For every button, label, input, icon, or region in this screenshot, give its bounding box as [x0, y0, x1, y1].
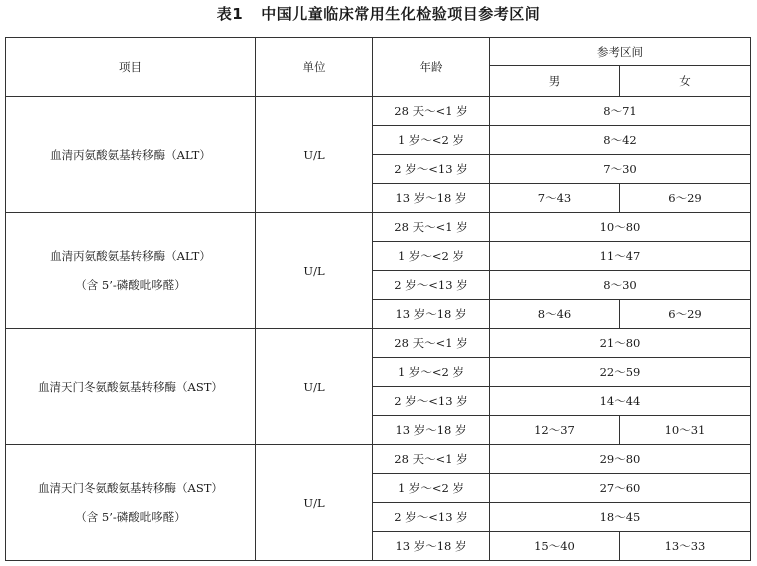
reference-value-cell: 29～80: [490, 445, 751, 474]
female-value-cell: 13～33: [620, 532, 751, 561]
item-cell: [6, 97, 256, 213]
reference-value-cell: 11～47: [490, 242, 751, 271]
item-name-line: 血清天门冬氨酸氨基转移酶（AST）: [38, 379, 223, 394]
age-cell: 13 岁～18 岁: [373, 532, 490, 561]
age-cell: 28 天～<1 岁: [373, 213, 490, 242]
item-name-line: 血清丙氨酸氨基转移酶（ALT）: [50, 248, 211, 263]
age-cell: 13 岁～18 岁: [373, 300, 490, 329]
male-value-cell: 15～40: [490, 532, 620, 561]
reference-value-cell: 10～80: [490, 213, 751, 242]
reference-value-cell: 8～30: [490, 271, 751, 300]
female-value-cell: 10～31: [620, 416, 751, 445]
unit-cell: U/L: [256, 97, 373, 213]
table-title-text: 中国儿童临床常用生化检验项目参考区间: [261, 5, 541, 23]
age-cell: 2 岁～<13 岁: [373, 155, 490, 184]
item-cell: [6, 213, 256, 329]
female-value-cell: 6～29: [620, 184, 751, 213]
male-value-cell: 7～43: [490, 184, 620, 213]
reference-interval-table: [5, 37, 751, 561]
age-cell: 13 岁～18 岁: [373, 184, 490, 213]
table-row: [6, 445, 751, 474]
age-cell: 28 天～<1 岁: [373, 329, 490, 358]
item-name-line: 血清天门冬氨酸氨基转移酶（AST）: [38, 480, 223, 495]
age-cell: 1 岁～<2 岁: [373, 474, 490, 503]
male-value-cell: 12～37: [490, 416, 620, 445]
reference-value-cell: 8～71: [490, 97, 751, 126]
table-title: [0, 3, 757, 24]
age-cell: 1 岁～<2 岁: [373, 242, 490, 271]
unit-cell: U/L: [256, 329, 373, 445]
header-female: 女: [620, 66, 751, 97]
unit-cell: U/L: [256, 445, 373, 561]
item-name-line: （含 5’-磷酸吡哆醛）: [75, 509, 186, 524]
table-number: 表1: [216, 5, 244, 23]
reference-value-cell: 18～45: [490, 503, 751, 532]
age-cell: 1 岁～<2 岁: [373, 126, 490, 155]
age-cell: 28 天～<1 岁: [373, 445, 490, 474]
reference-value-cell: 7～30: [490, 155, 751, 184]
reference-value-cell: 8～42: [490, 126, 751, 155]
item-cell: [6, 445, 256, 561]
unit-cell: U/L: [256, 213, 373, 329]
age-cell: 2 岁～<13 岁: [373, 387, 490, 416]
reference-value-cell: 14～44: [490, 387, 751, 416]
item-cell: [6, 329, 256, 445]
header-reference-interval: 参考区间: [490, 38, 751, 66]
reference-value-cell: 21～80: [490, 329, 751, 358]
item-name-line: 血清丙氨酸氨基转移酶（ALT）: [50, 147, 211, 162]
header-item: 项目: [6, 38, 256, 97]
male-value-cell: 8～46: [490, 300, 620, 329]
table-row: [6, 97, 751, 126]
table-row: [6, 213, 751, 242]
header-unit: 单位: [256, 38, 373, 97]
table-row: [6, 329, 751, 358]
reference-value-cell: 22～59: [490, 358, 751, 387]
female-value-cell: 6～29: [620, 300, 751, 329]
reference-value-cell: 27～60: [490, 474, 751, 503]
header-age: 年龄: [373, 38, 490, 97]
age-cell: 28 天～<1 岁: [373, 97, 490, 126]
age-cell: 1 岁～<2 岁: [373, 358, 490, 387]
header-male: 男: [490, 66, 620, 97]
item-name-line: （含 5’-磷酸吡哆醛）: [75, 277, 186, 292]
age-cell: 2 岁～<13 岁: [373, 271, 490, 300]
age-cell: 13 岁～18 岁: [373, 416, 490, 445]
age-cell: 2 岁～<13 岁: [373, 503, 490, 532]
